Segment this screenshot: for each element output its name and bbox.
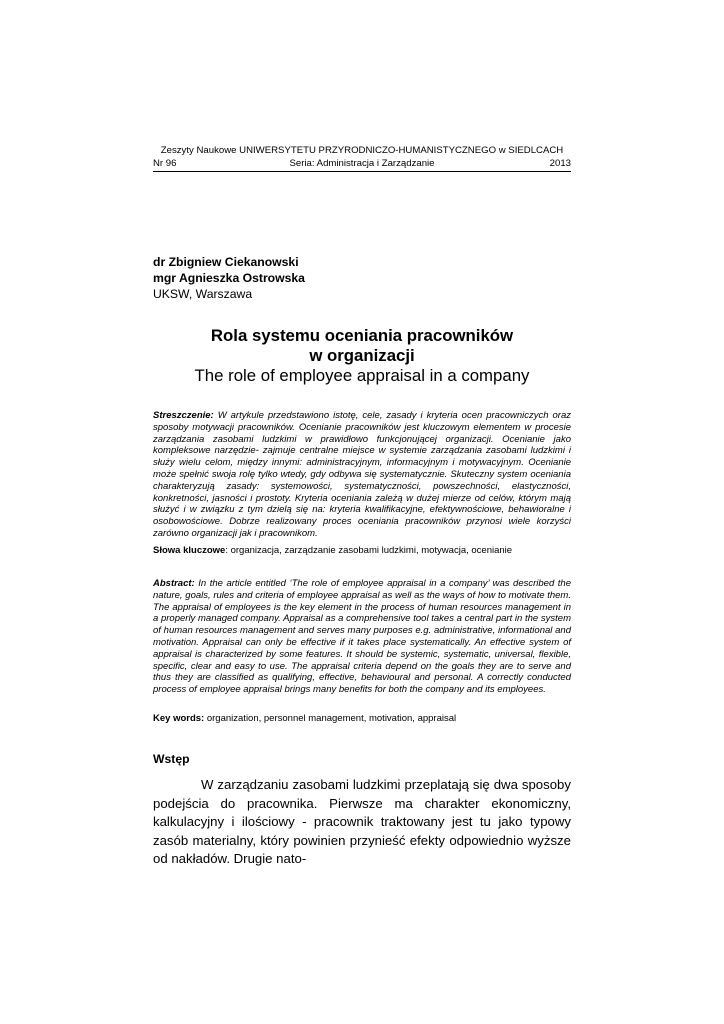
abstract-english [153, 578, 571, 696]
title-pl-line-1: Rola systemu oceniania pracowników [210, 326, 514, 345]
issue-year: 2013 [549, 158, 571, 169]
series-name: Seria: Administracja i Zarządzanie [289, 158, 435, 169]
abstract-pl-label: Streszczenie: [153, 410, 214, 421]
abstract-en-text: In the article entitled ‘The role of employee appraisal in a company’ was described the nature, goals, rules and criteria of employee appraisal as well as the ways of how to motivate them. The appraisal of employees is the key element in the process of human resources management in a properly managed company. Appraisal as a comprehensive tool takes a central part in the system of human resources management and serves many purposes e.g. administrative, informational and motivation. Appraisal can only be effective if it takes place systematically. An effective system of appraisal is characterized by some features. It should be systemic, systematic, universal, flexible, specific, clear and easy to use. The appraisal criteria depend on the goals they are to serve and thus they are classified as qualifying, effective, behavioural and personal. A correctly conducted process of employee appraisal brings many benefits for both the company and its employees. [153, 578, 571, 696]
keywords-en-label: Key words: [153, 713, 205, 724]
journal-header: Zeszyty Naukowe UNIWERSYTETU PRZYRODNICZO-HUMANISTYCZNEGO w SIEDLCACH [160, 145, 564, 156]
author-2: mgr Agnieszka Ostrowska [153, 271, 305, 285]
issue-number: Nr 96 [153, 158, 177, 169]
abstract-pl-text: W artykule przedstawiono istotę, cele, zasady i kryteria ocen pracowniczych oraz sposoby motywacji pracowników. Ocenianie pracowników jest kluczowym elementem w procesie zarządzania zasobami ludzkimi w prawidłowo funkcjonującej organizacji. Ocenianie jako kompleksowe narzędzie- zajmuje centralne miejsce w systemie zarządzania zasobami ludzkimi i służy wielu celom, między innymi: administracyjnym, informacyjnym i motywacyjnym. Ocenianie może spełnić swoja rolę tylko wtedy, gdy odbywa się systematycznie. Skuteczny system oceniania charakteryzują zasady: systemowości, systematyczności, powszechności, elastyczności, konkretności, jasności i prostoty. Kryteria oceniania zależą w dużej mierze od celów, którym mają służyć i w związku z tym dzielą się na: kryteria kwalifikacyjne, efektywnościowe, behawioralne i osobowościowe. Dobrze realizowany proces oceniania pracowników przynosi wiele korzyści zarówno organizacji jak i pracownikom. [153, 410, 571, 539]
keywords-english [153, 713, 571, 725]
section-heading: Wstęp [153, 752, 190, 766]
author-1: dr Zbigniew Ciekanowski [153, 255, 299, 269]
title-pl-line-2: w organizacji [309, 346, 415, 365]
title-english: The role of employee appraisal in a company [194, 366, 530, 385]
header-line [153, 158, 571, 172]
intro-paragraph: W zarządzaniu zasobami ludzkimi przeplatają się dwa sposoby podejścia do pracownika. Pierwsze ma charakter ekonomiczny, kalkulacyjny i ilościowy - pracownik traktowany jest tu jako typowy zasób materialny, który powinien przynieść efekty odpowiednio wyższe od nakładów. Drugie nato- [153, 777, 571, 867]
abstract-polish [153, 410, 571, 540]
keywords-en-text: organization, personnel management, motivation, appraisal [204, 713, 457, 724]
affiliation: UKSW, Warszawa [153, 287, 253, 301]
keywords-pl-label: Słowa kluczowe [153, 545, 226, 556]
keywords-polish [153, 545, 571, 557]
keywords-pl-text: : organizacja, zarządzanie zasobami ludzkimi, motywacja, ocenianie [225, 545, 513, 556]
abstract-en-label: Abstract: [153, 578, 195, 589]
authors-block [153, 254, 305, 302]
title-polish [153, 326, 571, 366]
